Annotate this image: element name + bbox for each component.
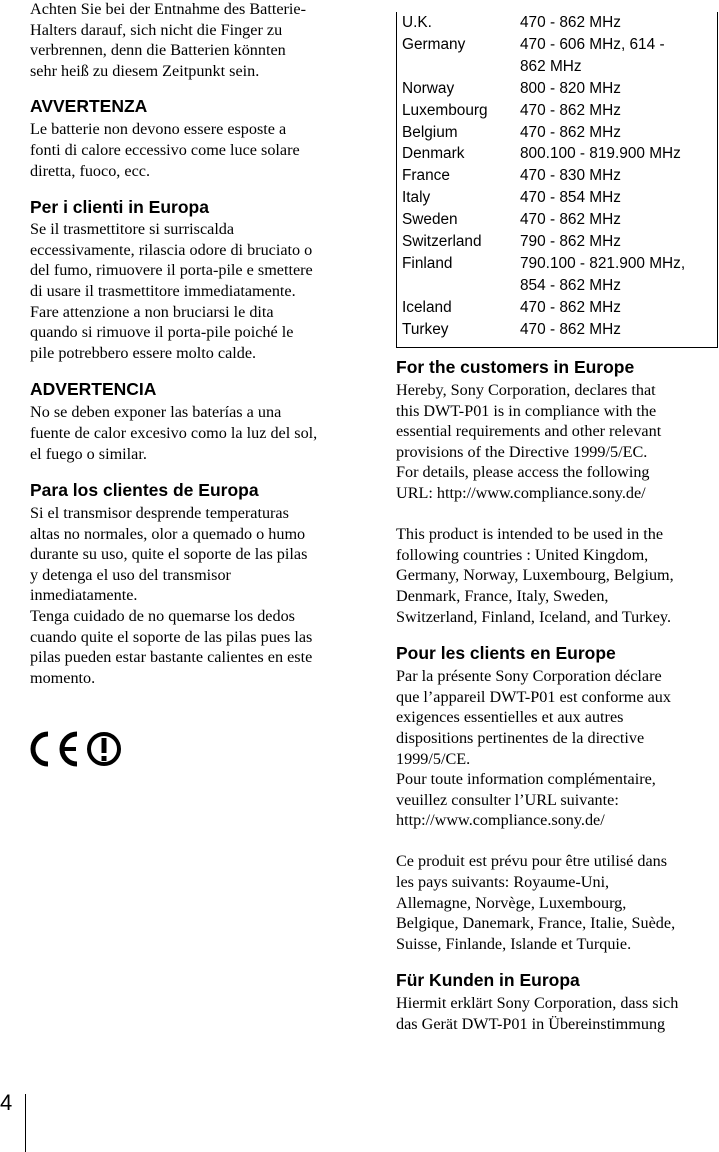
frequency-country: Switzerland: [402, 233, 482, 251]
frequency-country: Germany: [402, 35, 466, 53]
frequency-country: Belgium: [402, 123, 458, 141]
frequency-row: [397, 319, 717, 341]
page-number: 4: [0, 1090, 13, 1115]
frequency-country: Italy: [402, 189, 431, 207]
frequency-range: 470 - 862 MHz: [520, 123, 621, 141]
frequency-range: 470 - 862 MHz: [520, 320, 621, 338]
frequency-row: [397, 253, 717, 297]
frequency-range: 470 - 830 MHz: [520, 167, 621, 185]
frequency-country: Denmark: [402, 145, 465, 163]
clienti-europa-heading: Per i clienti in Europa: [30, 197, 209, 218]
advertencia-heading: ADVERTENCIA: [30, 379, 157, 400]
clients-europe-heading: Pour les clients en Europe: [396, 643, 616, 664]
frequency-range: 800 - 820 MHz: [520, 79, 621, 97]
clientes-europa-heading: Para los clientes de Europa: [30, 480, 259, 501]
kunden-europa-heading: Für Kunden in Europa: [396, 970, 580, 991]
frequency-row: [397, 78, 717, 100]
frequency-row: [397, 100, 717, 122]
clienti-europa-text: Se il trasmettitore si surriscalda eccessivamente, rilascia odore di bruciato o del fumo, rimuovere il porta-pile e smettere di usare il trasmettitore immediatamente. Fare attenzione a non bruciarsi le dita quando si rimuove il porta-pile poiché le pile potrebbero essere molto calde.: [30, 220, 313, 362]
frequency-country: France: [402, 167, 450, 185]
frequency-range: 470 - 854 MHz: [520, 189, 621, 207]
frequency-table: [396, 12, 718, 348]
customers-europe-text: Hereby, Sony Corporation, declares that this DWT-P01 is in compliance with the essential requirements and other relevant provisions of the Directive 1999/5/EC. For details, please access the following URL: http://www.compliance.sony.de/ This product is intended to be used in the following countries : United Kingdom, Germany, Norway, Luxembourg, Belgium, Denmark, France, Italy, Sweden, Switzerland, Finland, Iceland, and Turkey.: [396, 381, 674, 626]
frequency-range: 790 - 862 MHz: [520, 233, 621, 251]
frequency-range: 470 - 862 MHz: [520, 101, 621, 119]
frequency-range: 470 - 862 MHz: [520, 298, 621, 316]
kunden-europa-text: Hiermit erklärt Sony Corporation, dass sich das Gerät DWT-P01 in Übereinstimmung: [396, 994, 679, 1034]
right-column: [396, 356, 718, 1035]
margin-rule: [25, 1094, 26, 1152]
avvertenza-heading: AVVERTENZA: [30, 96, 148, 117]
frequency-row: [397, 297, 717, 319]
frequency-range: 470 - 606 MHz, 614 - 862 MHz: [520, 35, 665, 75]
frequency-row: [397, 34, 717, 78]
frequency-country: Turkey: [402, 320, 449, 338]
frequency-row: [397, 209, 717, 231]
ce-alert-mark-icon: [30, 730, 122, 768]
frequency-range: 800.100 - 819.900 MHz: [520, 145, 681, 163]
customers-europe-heading: For the customers in Europe: [396, 357, 635, 377]
clients-europe-text: Par la présente Sony Corporation déclare que l’appareil DWT-P01 est conforme aux exigences essentielles et aux autres dispositions pertinentes de la directive 1999/5/CE. Pour toute information complémentaire, veuillez consulter l’URL suivante: http://www.compliance.sony.de/ Ce produit est prévu pour être utilisé dans les pays suivants: Royaume-Uni, Allemagne, Norvège, Luxembourg, Belgique, Danemark, France, Italie, Suède, Suisse, Finlande, Islande et Turquie.: [396, 667, 676, 953]
frequency-country: Norway: [402, 79, 455, 97]
left-column: [30, 0, 352, 688]
frequency-range: 790.100 - 821.900 MHz, 854 - 862 MHz: [520, 254, 686, 294]
frequency-country: Luxembourg: [402, 101, 488, 119]
frequency-row: [397, 165, 717, 187]
frequency-range: 470 - 862 MHz: [520, 14, 621, 31]
frequency-row: [397, 231, 717, 253]
frequency-row: [397, 187, 717, 209]
frequency-country: Finland: [402, 254, 453, 272]
clientes-europa-text: Si el transmisor desprende temperaturas altas no normales, olor a quemado o humo durante su uso, quite el soporte de las pilas y detenga el uso del transmisor inmediatamente. Tenga cuidado de no quemarse los dedos cuando quite el soporte de las pilas pues las pilas pueden estar bastante calientes en este momento.: [30, 504, 313, 687]
frequency-country: Sweden: [402, 211, 458, 229]
frequency-country: U.K.: [402, 14, 432, 31]
frequency-row: [397, 122, 717, 144]
frequency-row: [397, 12, 717, 34]
advertencia-text: No se deben exponer las baterías a una fuente de calor excesivo como la luz del sol, el fuego o similar.: [30, 403, 318, 463]
frequency-country: Iceland: [402, 298, 452, 316]
battery-warning-german: Achten Sie bei der Entnahme des Batterie- Halters darauf, sich nicht die Finger zu verbrennen, denn die Batterien könnten sehr heiß zu diesem Zeitpunkt sein.: [30, 0, 306, 80]
avvertenza-text: Le batterie non devono essere esposte a fonti di calore eccessivo come luce solare diretta, fuoco, ecc.: [30, 120, 300, 180]
frequency-row: [397, 143, 717, 165]
frequency-range: 470 - 862 MHz: [520, 211, 621, 229]
